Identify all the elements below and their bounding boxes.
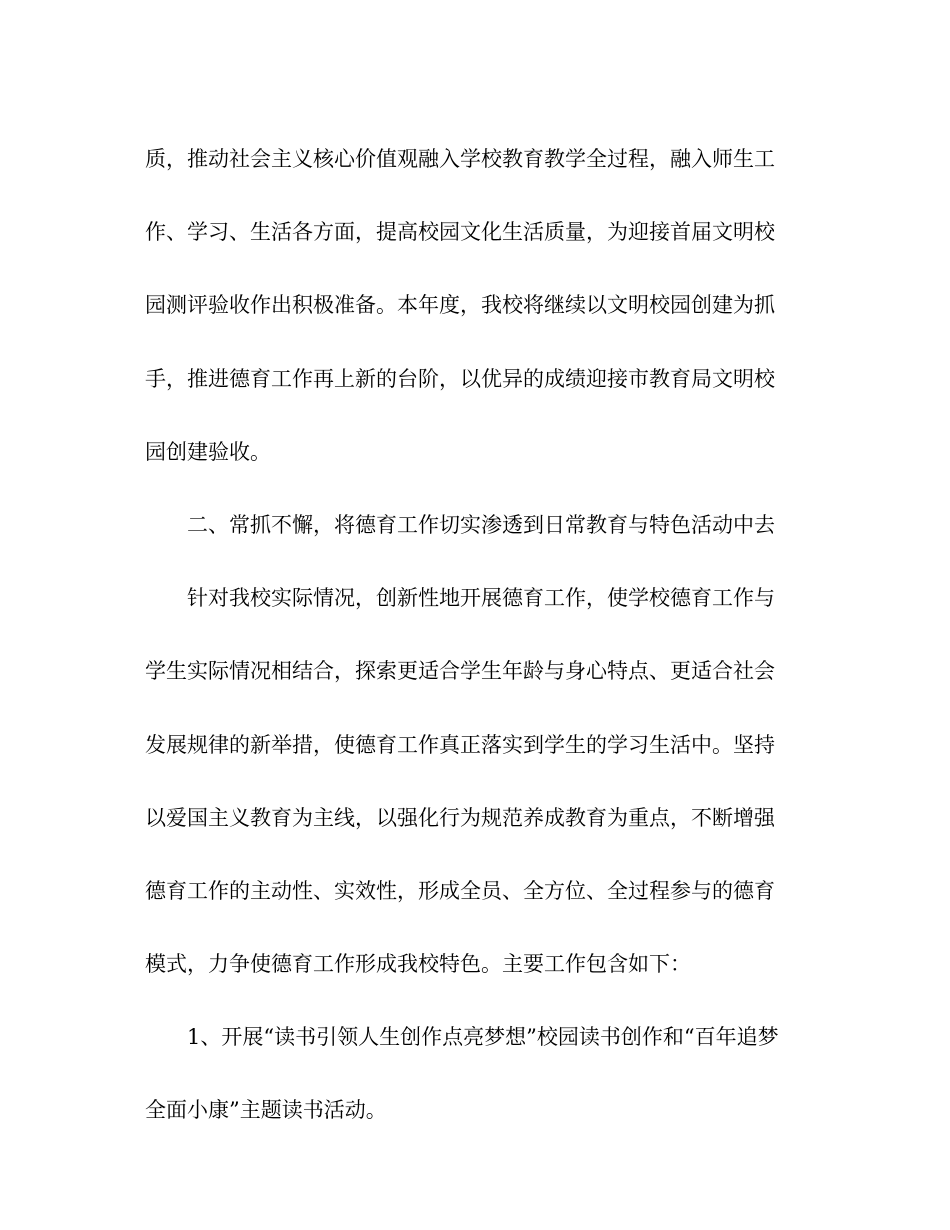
section-heading: 二、常抓不懈，将德育工作切实渗透到日常教育与特色活动中去 (187, 512, 775, 537)
list-item-1-line-1: 1、开展“读书引领人生创作点亮梦想”校园读书创作和“百年追梦 (187, 1025, 779, 1050)
paragraph-line-10: 以爱国主义教育为主线，以强化行为规范养成教育为重点，不断增强 (145, 805, 775, 830)
paragraph-line-1: 质，推动社会主义核心价值观融入学校教育教学全过程，融入师生工 (145, 147, 775, 171)
paragraph-line-11: 德育工作的主动性、实效性，形成全员、全方位、全过程参与的德育 (145, 878, 775, 903)
paragraph-line-12: 模式，力争使德育工作形成我校特色。主要工作包含如下： (145, 952, 691, 977)
paragraph-line-3: 园测评验收作出积极准备。本年度，我校将继续以文明校园创建为抓 (145, 293, 775, 318)
paragraph-line-5: 园创建验收。 (145, 439, 271, 464)
paragraph-line-8: 学生实际情况相结合，探索更适合学生年龄与身心特点、更适合社会 (145, 659, 775, 684)
paragraph-line-2: 作、学习、生活各方面，提高校园文化生活质量，为迎接首届文明校 (145, 220, 775, 245)
paragraph-line-7: 针对我校实际情况，创新性地开展德育工作，使学校德育工作与 (187, 586, 775, 611)
paragraph-line-4: 手，推进德育工作再上新的台阶，以优异的成绩迎接市教育局文明校 (145, 366, 775, 391)
body-text (145, 123, 805, 1148)
list-item-1-line-2: 全面小康”主题读书活动。 (145, 1098, 387, 1123)
paragraph-line-9: 发展规律的新举措，使德育工作真正落实到学生的学习生活中。坚持 (145, 732, 775, 757)
